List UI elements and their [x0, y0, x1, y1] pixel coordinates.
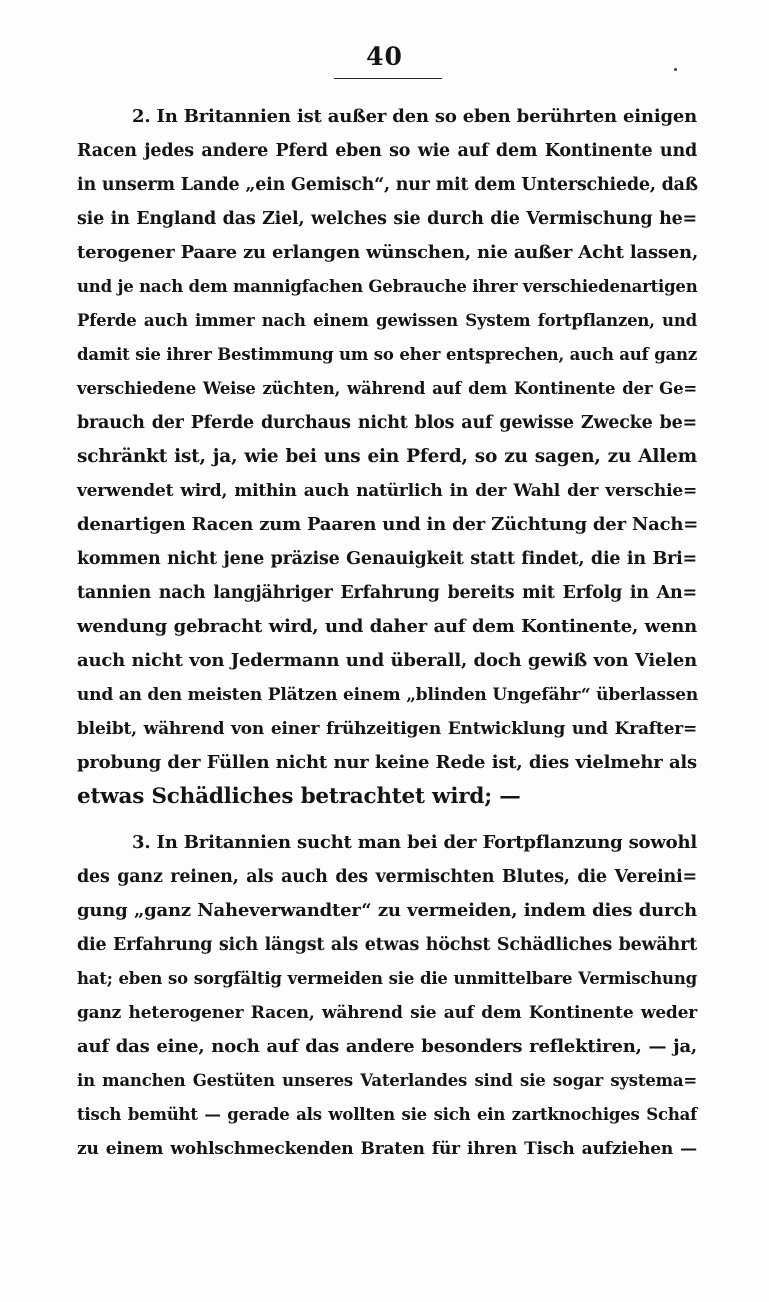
text-line: 3. In Britannien sucht man bei der Fortpflanzung sowohl: [132, 832, 697, 853]
text-line: in manchen Gestüten unseres Vaterlandes sind sie sogar systema=: [77, 1071, 697, 1090]
text-line: terogener Paare zu erlangen wünschen, nie außer Acht lassen,: [77, 242, 699, 263]
text-line: damit sie ihrer Bestimmung um so eher entsprechen, auch auf ganz: [77, 345, 697, 364]
text-line: Racen jedes andere Pferd eben so wie auf dem Kontinente und: [77, 141, 697, 161]
page-number: 40: [366, 42, 403, 71]
text-line: hat; eben so sorgfältig vermeiden sie die unmittelbare Vermischung: [77, 969, 697, 988]
text-line: des ganz reinen, als auch des vermischten Blutes, die Vereini=: [77, 867, 697, 887]
text-line: und an den meisten Plätzen einem „blinden Ungefähr“ überlassen: [77, 685, 698, 705]
text-line: denartigen Racen zum Paaren und in der Züchtung der Nach=: [77, 514, 699, 535]
text-line: gung „ganz Naheverwandter“ zu vermeiden, indem dies durch: [77, 900, 697, 921]
text-line: schränkt ist, ja, wie bei uns ein Pferd, so zu sagen, zu Allem: [77, 446, 697, 467]
text-line: etwas Schädliches betrachtet wird; —: [77, 784, 521, 809]
text-line: verwendet wird, mithin auch natürlich in der Wahl der verschie=: [77, 481, 697, 501]
text-line: und je nach dem mannigfachen Gebrauche ihrer verschiedenartigen: [77, 277, 698, 296]
text-line: sie in England das Ziel, welches sie durch die Vermischung he=: [77, 209, 697, 229]
text-line: in unserm Lande „ein Gemisch“, nur mit dem Unterschiede, daß: [77, 175, 698, 195]
text-line: die Erfahrung sich längst als etwas höchst Schädliches bewährt: [77, 935, 697, 955]
text-line: auch nicht von Jedermann und überall, doch gewiß von Vielen: [77, 650, 697, 671]
text-line: brauch der Pferde durchaus nicht blos auf gewisse Zwecke be=: [77, 413, 697, 433]
text-line: auf das eine, noch auf das andere besonders reflektiren, — ja,: [77, 1036, 697, 1057]
text-line: zu einem wohlschmeckenden Braten für ihren Tisch aufziehen —: [77, 1139, 697, 1159]
paper-speck: [674, 68, 677, 71]
text-line: tisch bemüht — gerade als wollten sie sich ein zartknochiges Schaf: [77, 1105, 697, 1124]
text-line: tannien nach langjähriger Erfahrung bereits mit Erfolg in An=: [77, 583, 697, 603]
text-line: probung der Füllen nicht nur keine Rede ist, dies vielmehr als: [77, 752, 697, 773]
text-line: wendung gebracht wird, und daher auf dem Kontinente, wenn: [77, 616, 697, 637]
text-line: 2. In Britannien ist außer den so eben berührten einigen: [132, 106, 697, 127]
text-line: Pferde auch immer nach einem gewissen System fortpflanzen, und: [77, 311, 697, 330]
text-line: bleibt, während von einer frühzeitigen Entwicklung und Krafter=: [77, 719, 697, 739]
header-rule: [334, 78, 442, 79]
text-line: kommen nicht jene präzise Genauigkeit statt findet, die in Bri=: [77, 549, 697, 569]
text-line: ganz heterogener Racen, während sie auf dem Kontinente weder: [77, 1003, 697, 1023]
text-line: verschiedene Weise züchten, während auf dem Kontinente der Ge=: [77, 379, 697, 398]
